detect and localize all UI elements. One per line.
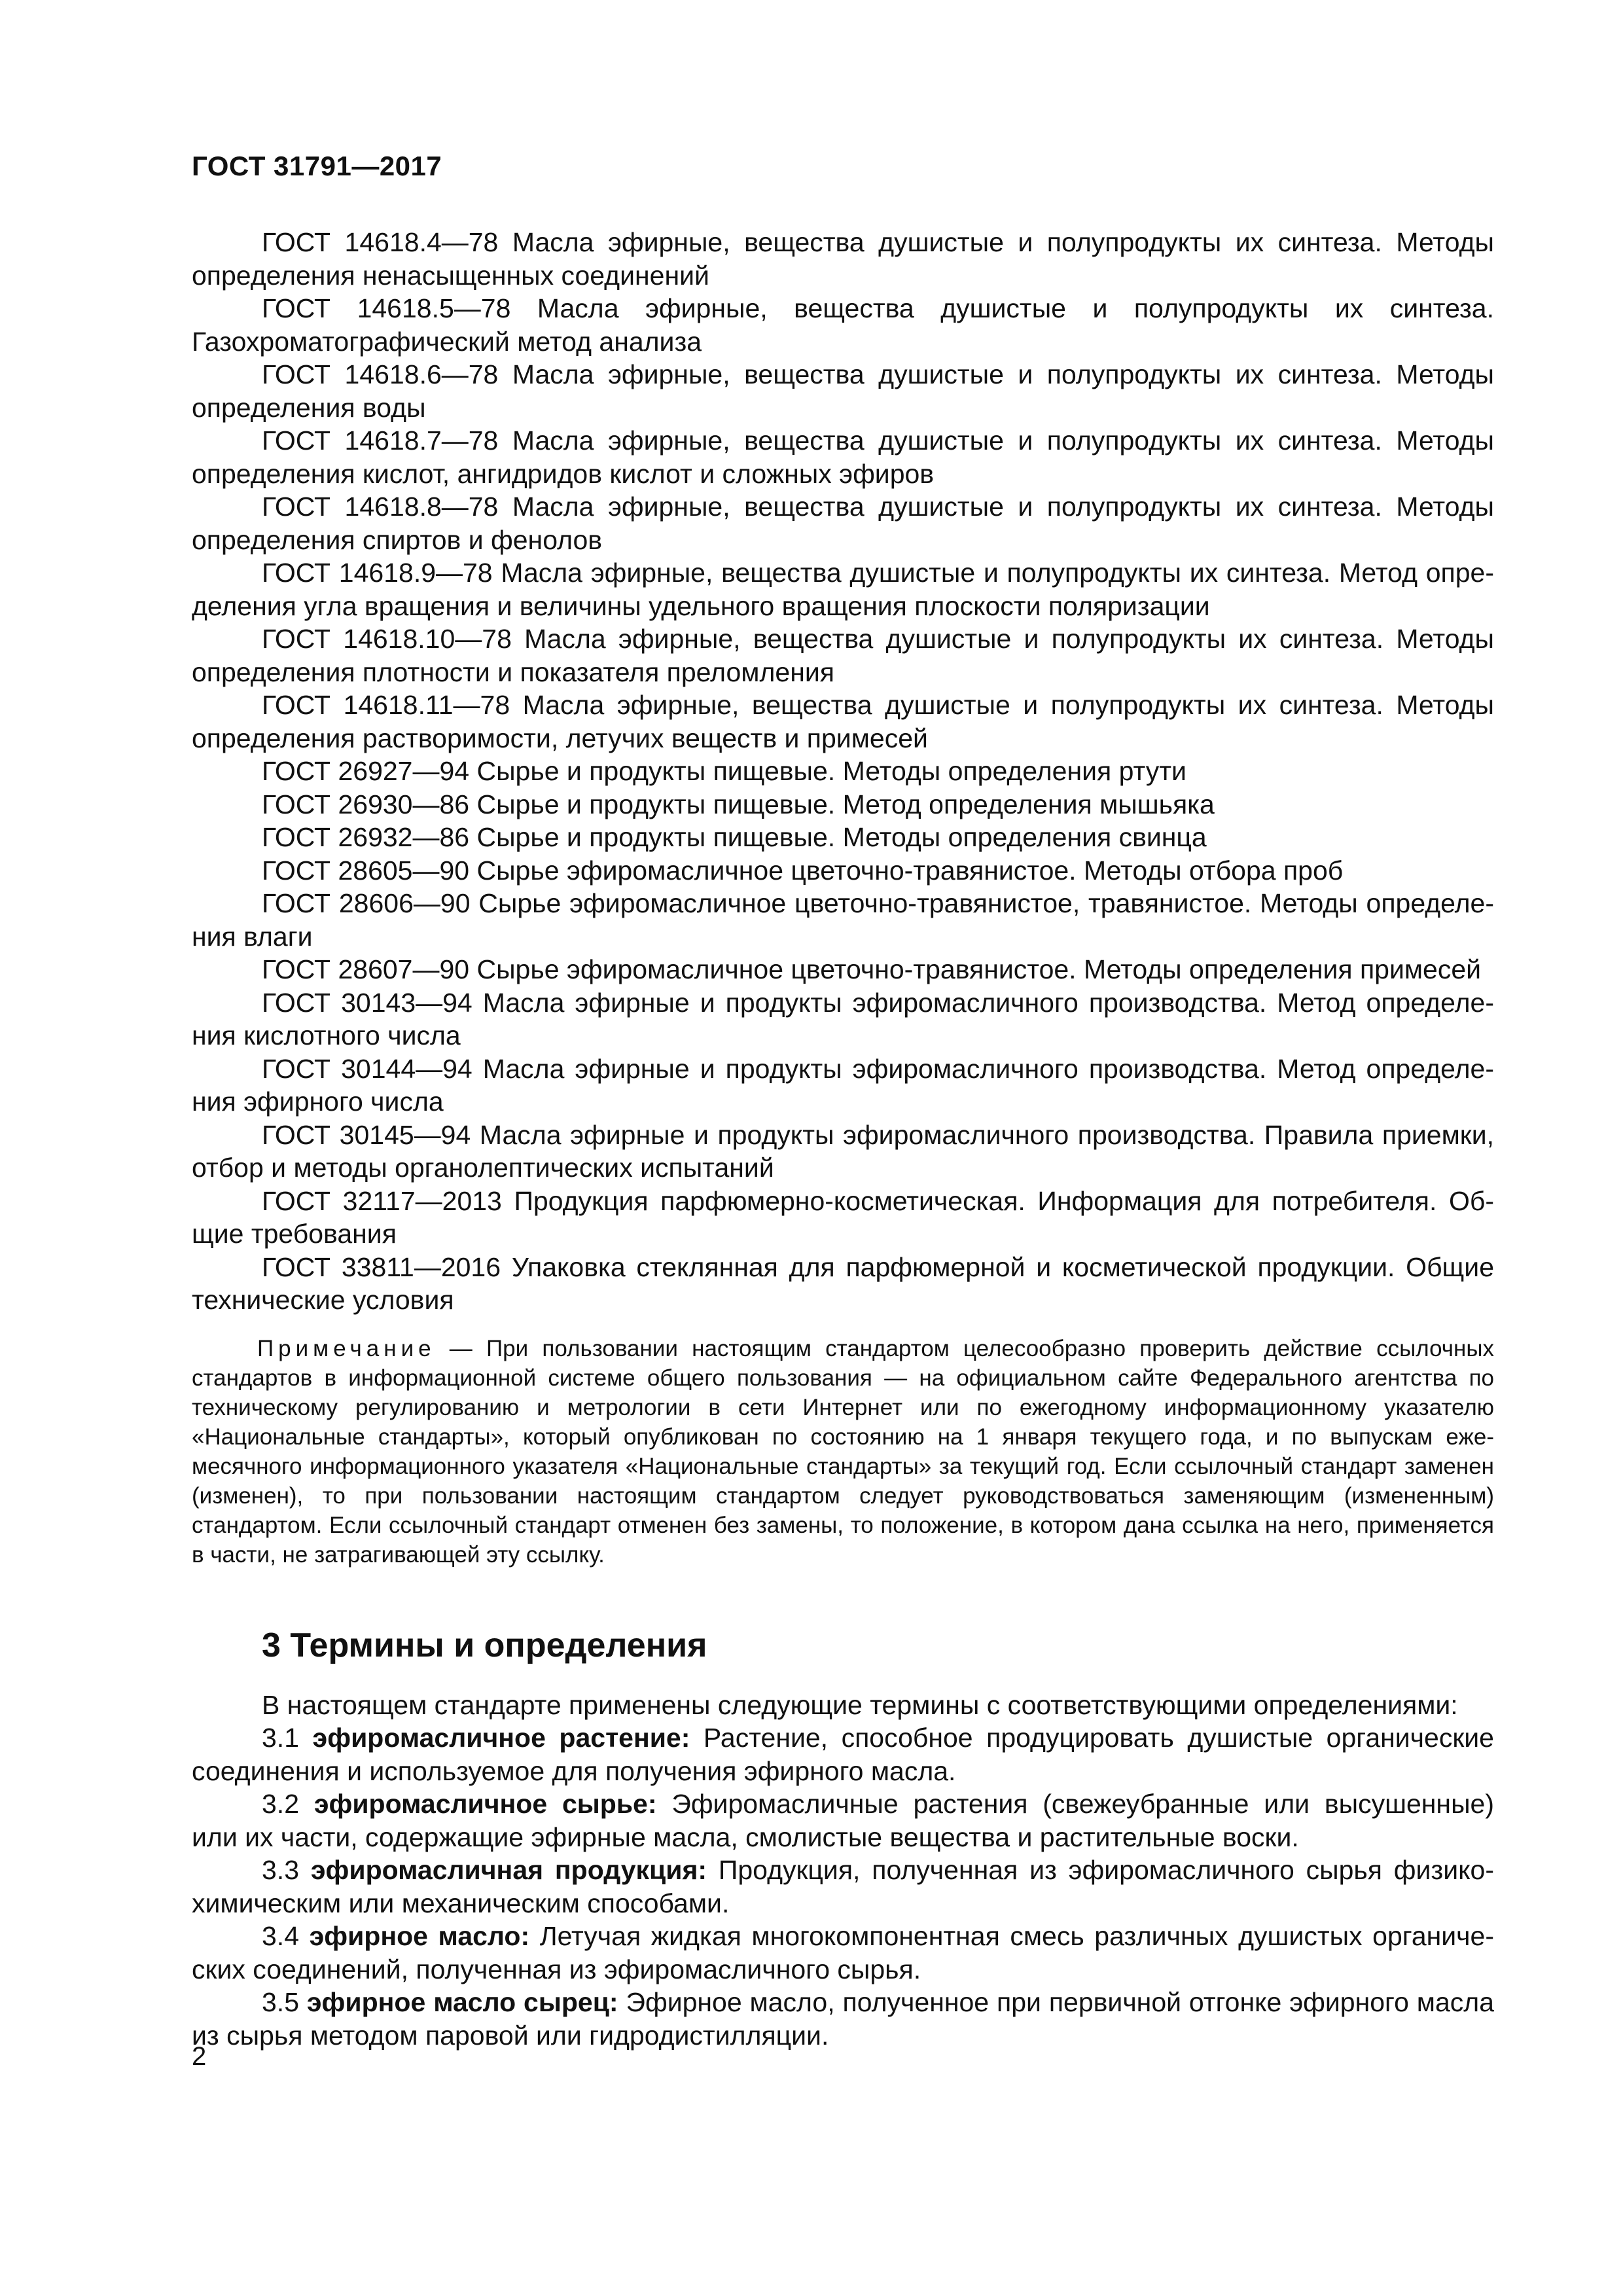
reference-item: ГОСТ 26927—94 Сырье и продукты пищевые. Методы определения ртути <box>262 756 1186 786</box>
term-name: эфиромасличное растение: <box>312 1723 690 1753</box>
document-header-id: ГОСТ 31791—2017 <box>192 151 442 181</box>
note-label: Примечание <box>257 1335 436 1361</box>
normative-references-list <box>192 226 1494 1317</box>
section-intro: В настоящем стандарте применены следующие термины с соответствующими определениями: <box>262 1689 1458 1720</box>
reference-item: ГОСТ 14618.6—78 Масла эфирные, вещества душистые и полупродукты их синтеза. Методы определения воды <box>192 359 1494 423</box>
term-number: 3.4 <box>262 1921 310 1951</box>
term-definition <box>192 1854 1494 1920</box>
term-text: Эфиромасличные растения (свежеубранные или высушенные) или их части, содержащие эфирные масла, смолистые вещества и растительные воски. <box>192 1789 1494 1852</box>
reference-item: ГОСТ 28605—90 Сырье эфиромасличное цветочно-травянистое. Методы отбора проб <box>262 855 1344 886</box>
term-text: Летучая жидкая многокомпонентная смесь различных душистых органических соединений, полученная из эфиромасличного сырья. <box>192 1921 1494 1984</box>
reference-item: ГОСТ 14618.8—78 Масла эфирные, вещества душистые и полупродукты их синтеза. Методы определения спиртов и фенолов <box>192 492 1494 555</box>
reference-item: ГОСТ 30143—94 Масла эфирные и продукты эфиромасличного производства. Метод определения кислотного числа <box>192 987 1494 1050</box>
term-text: Растение, способное продуцировать душистые органические соединения и используемое для получения эфирного масла. <box>192 1723 1494 1786</box>
term-definition <box>192 1920 1494 1986</box>
reference-item: ГОСТ 14618.4—78 Масла эфирные, вещества душистые и полупродукты их синтеза. Методы определения ненасыщенных соединений <box>192 227 1494 291</box>
term-name: эфиромасличная продукция: <box>310 1855 707 1885</box>
term-text: Продукция, полученная из эфиромасличного сырья физико-химическим или механическим способами. <box>192 1855 1494 1918</box>
term-number: 3.5 <box>262 1987 307 2017</box>
reference-item: ГОСТ 14618.10—78 Масла эфирные, вещества душистые и полупродукты их синтеза. Методы определения плотности и показателя преломления <box>192 624 1494 687</box>
reference-item: ГОСТ 14618.7—78 Масла эфирные, вещества душистые и полупродукты их синтеза. Методы определения кислот, ангидридов кислот и сложных эфиров <box>192 425 1494 489</box>
term-number: 3.1 <box>262 1723 313 1753</box>
term-name: эфирное масло: <box>309 1921 530 1951</box>
term-number: 3.3 <box>262 1855 311 1885</box>
page-number: 2 <box>192 2042 207 2071</box>
term-definition <box>192 1986 1494 2052</box>
section-title: 3 Термины и определения <box>262 1626 707 1664</box>
references-note <box>192 1334 1494 1570</box>
reference-item: ГОСТ 28607—90 Сырье эфиромасличное цветочно-травянистое. Методы определения примесей <box>262 954 1482 984</box>
reference-item: ГОСТ 26930—86 Сырье и продукты пищевые. Метод определения мышьяка <box>262 789 1215 819</box>
term-name: эфиромасличное сырье: <box>313 1789 657 1819</box>
reference-item: ГОСТ 28606—90 Сырье эфиромасличное цветочно-травянистое, травянистое. Методы определения влаги <box>192 888 1494 952</box>
term-definition <box>192 1721 1494 1787</box>
note-text: — При пользовании настоящим стандартом целесообразно проверить действие ссылочных стандартов в информационной системе общего пользования — на официальном сайте Федерального агентства по техническому регулированию и метрологии в сети Интернет или по ежегодному информационному указателю «Национальные стандарты», который опубликован по состоянию на 1 января текущего года, и по выпускам ежемесячного информационного указателя «Национальные стандарты» за текущий год. Если ссылочный стандарт заменен (изменен), то при пользовании настоящим стандартом следует руководствоваться заменяющим (измененным) стандартом. Если ссылочный стандарт отменен без замены, то положение, в котором дана ссылка на него, применяется в части, не затрагивающей эту ссылку. <box>192 1335 1494 1568</box>
reference-item: ГОСТ 30145—94 Масла эфирные и продукты эфиромасличного производства. Правила приемки, отбор и методы органолептических испытаний <box>192 1119 1494 1183</box>
reference-item: ГОСТ 32117—2013 Продукция парфюмерно-косметическая. Информация для потребителя. Общие требования <box>192 1185 1494 1249</box>
document-body <box>192 226 1494 2052</box>
reference-item: ГОСТ 30144—94 Масла эфирные и продукты эфиромасличного производства. Метод определения эфирного числа <box>192 1053 1494 1117</box>
term-name: эфирное масло сырец: <box>306 1987 618 2017</box>
reference-item: ГОСТ 33811—2016 Упаковка стеклянная для парфюмерной и косметической продукции. Общие технические условия <box>192 1251 1494 1315</box>
reference-item: ГОСТ 14618.5—78 Масла эфирные, вещества душистые и полупродукты их синтеза. Газохроматографический метод анализа <box>192 293 1494 357</box>
reference-item: ГОСТ 14618.9—78 Масла эфирные, вещества душистые и полупродукты их синтеза. Метод определения угла вращения и величины удельного вращения плоскости поляризации <box>192 558 1494 621</box>
reference-item: ГОСТ 26932—86 Сырье и продукты пищевые. Методы определения свинца <box>262 822 1207 852</box>
reference-item: ГОСТ 14618.11—78 Масла эфирные, вещества душистые и полупродукты их синтеза. Методы определения растворимости, летучих веществ и примесей <box>192 690 1494 753</box>
term-number: 3.2 <box>262 1789 314 1819</box>
term-definition <box>192 1787 1494 1854</box>
term-text: Эфирное масло, полученное при первичной отгонке эфирного масла из сырья методом паровой или гидродистилляции. <box>192 1987 1494 2051</box>
